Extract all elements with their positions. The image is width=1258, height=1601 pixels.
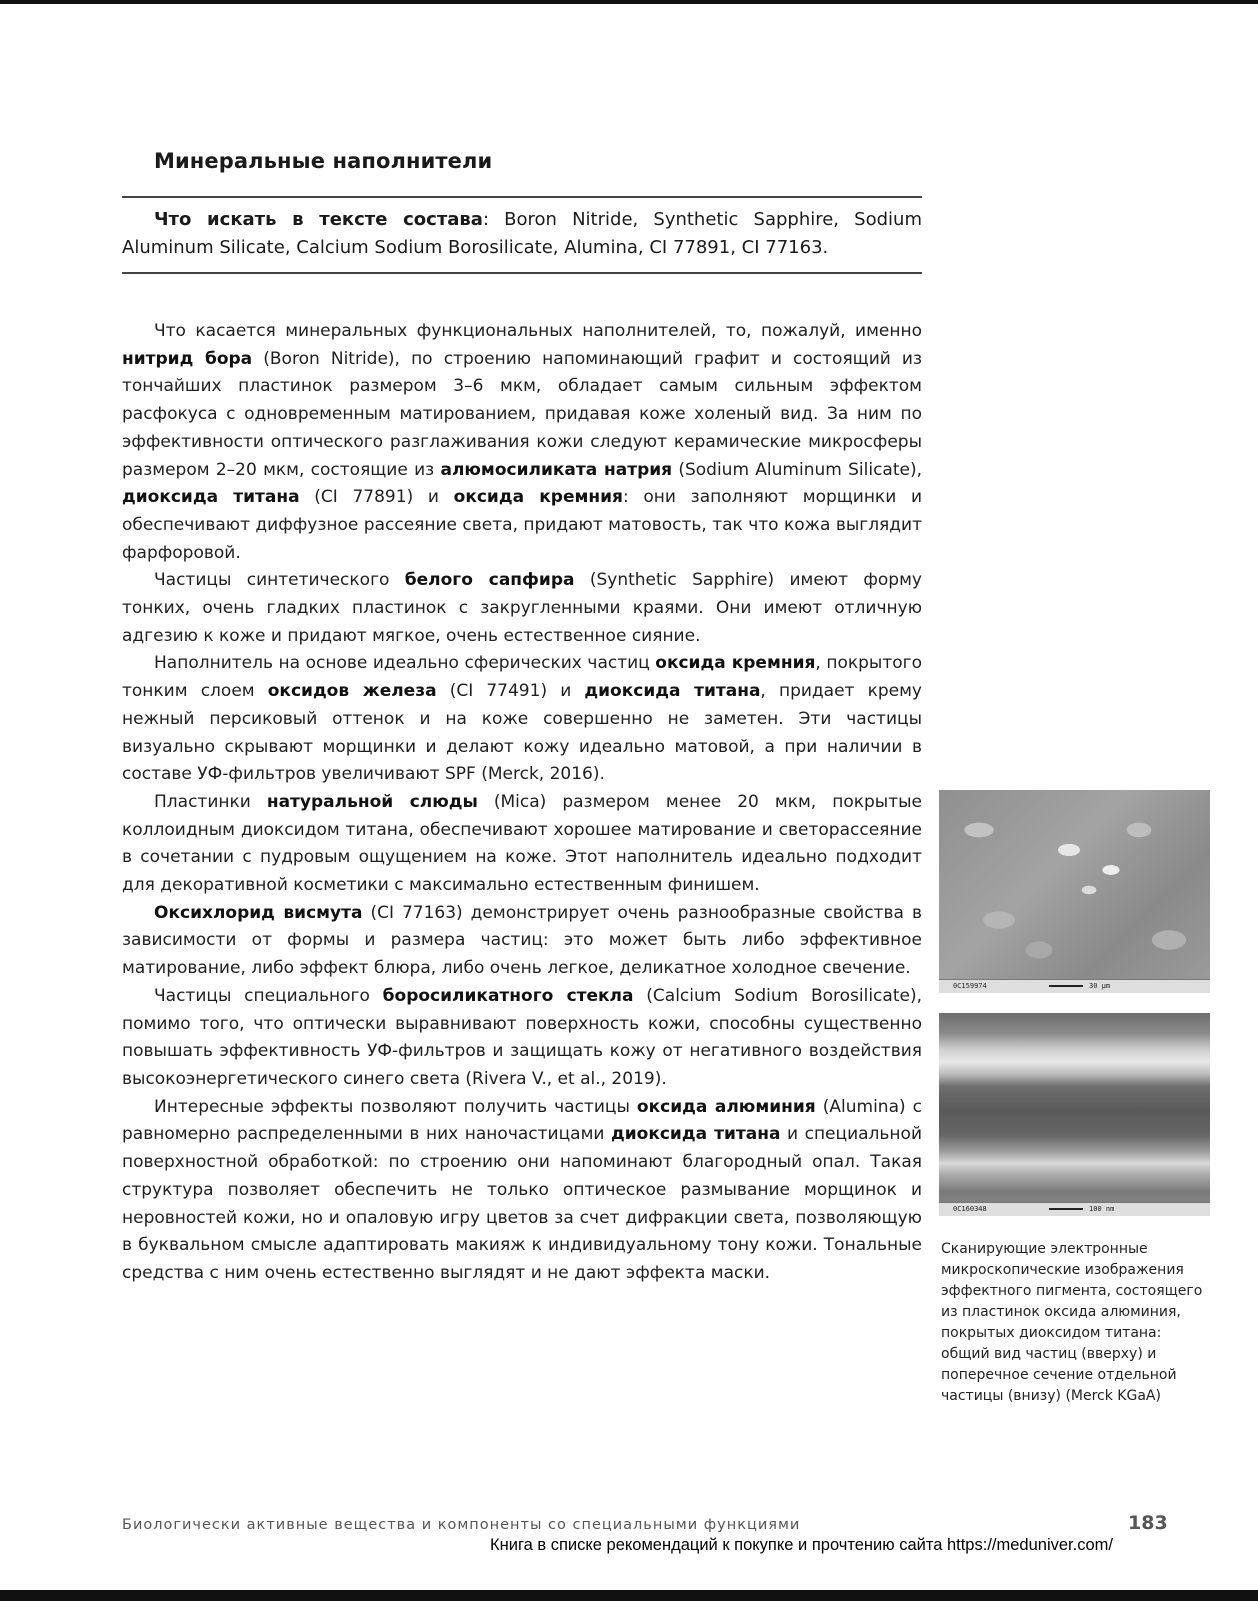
text-run: : они заполняют морщинки и обеспечивают диффузное рассеяние света, придают матовость, так что кожа выглядит фарфоровой.: [122, 487, 922, 563]
body-text: [122, 318, 922, 1288]
bold-term: оксида кремния: [453, 487, 623, 508]
paragraph-bismuth: [122, 900, 922, 983]
sem-info-strip: [939, 979, 1210, 993]
scale-bar: [1049, 1208, 1083, 1210]
paragraph-mica: [122, 789, 922, 900]
top-border: [0, 0, 1258, 4]
text-run: и специальной поверхностной обработкой: по строению они напоминают благородный опал. Такая структура позволяет обеспечить не только оптическое размывание морщинок и неровностей кожи, но и опаловую игру цветов за счет дифракции света, позволяющую в буквальном смысле адаптировать макияж к индивидуальному тону кожи. Тональные средства с ним очень естественно выглядят и не дают эффекта маски.: [122, 1124, 923, 1283]
text-run: Частицы специального: [154, 985, 383, 1006]
bold-term: оксидов железа: [267, 681, 437, 702]
text-run: (Alumina) с равномерно распределенными в них наночастицами: [122, 1096, 923, 1145]
bold-term: нитрид бора: [122, 348, 253, 369]
running-footer: Биологически активные вещества и компоненты со специальными функциями: [122, 1517, 801, 1533]
look-for-label: Что искать в тексте состава: [154, 209, 483, 230]
text-run: (Boron Nitride), по строению напоминающий графит и состоящий из тончайших пластинок размером 3–6 мкм, обладает самым сильным эффектом расфокуса с одновременным матированием, придавая коже холеный вид. За ним по эффективности оптического разглаживания кожи следуют керамические микросферы размером 2–20 мкм, состоящие из: [122, 348, 922, 480]
text-run: (Sodium Aluminum Silicate),: [672, 459, 922, 480]
look-for-box: [122, 206, 922, 262]
watermark-text: Книга в списке рекомендаций к покупке и прочтению сайта https://meduniver.com/: [490, 1536, 1113, 1554]
figure-caption: Сканирующие электронные микроскопические изображения эффектного пигмента, состоящего из пластинок оксида алюминия, покрытых диоксидом титана: общий вид частиц (вверху) и поперечное сечение отдельной частицы (внизу) (Merck KGaA): [941, 1241, 1203, 1404]
text-run: (CI 77491) и: [436, 681, 585, 702]
text-run: (Synthetic Sapphire) имеют форму тонких, очень гладких пластинок с закругленными краями. Они имеют отличную адгезию к коже и придают мягкое, очень естественное сияние.: [122, 570, 922, 646]
paragraph-silica: [122, 650, 922, 789]
text-run: , покрытого тонким слоем: [122, 653, 922, 702]
sem-image-top: [939, 790, 1210, 993]
paragraph-boron-nitride: [122, 318, 922, 567]
bold-term: алюмосиликата натрия: [440, 459, 673, 480]
text-run: (Calcium Sodium Borosilicate), помимо того, что оптически выравнивают поверхность кожи, способны существенно повышать эффективность УФ-фильтров и защищать кожу от негативного воздействия высокоэнергетического синего света (Rivera V., et al., 2019).: [122, 985, 922, 1089]
bold-term: диоксида титана: [122, 487, 300, 508]
text-run: Что касается минеральных функциональных наполнителей, то, пожалуй, именно: [154, 321, 922, 341]
text-run: (CI 77891) и: [299, 487, 454, 508]
scale-bar: [1049, 985, 1083, 987]
section-title: Минеральные наполнители: [154, 149, 493, 173]
text-run: (Mica) размером менее 20 мкм, покрытые коллоидным диоксидом титана, обеспечивают хорошее матирование и светорассеяние в сочетании с пудровым ощущением на коже. Этот наполнитель идеально подходит для декоративной косметики с максимально естественным финишем.: [122, 791, 923, 896]
text-run: Интересные эффекты позволяют получить частицы: [154, 1096, 637, 1117]
text-run: Частицы синтетического: [154, 570, 405, 591]
paragraph-sapphire: [122, 567, 922, 650]
bold-term: Оксихлорид висмута: [154, 902, 363, 923]
bold-term: оксида алюминия: [636, 1096, 816, 1117]
bold-term: диоксида титана: [584, 681, 761, 702]
paragraph-borosilicate: [122, 983, 922, 1094]
sem-image-bottom: [939, 1013, 1210, 1216]
bold-term: белого сапфира: [404, 570, 575, 591]
paragraph-alumina: [122, 1094, 922, 1288]
sem-image-id: 0C159974: [953, 982, 987, 990]
text-run: (CI 77163) демонстрирует очень разнообразные свойства в зависимости от формы и размера частиц: это может быть либо эффективное матирование, либо эффект блюра, либо очень легкое, деликатное холодное свечение.: [122, 902, 922, 979]
text-run: Наполнитель на основе идеально сферических частиц: [154, 653, 656, 674]
bottom-border: [0, 1590, 1258, 1601]
sem-info-strip: [939, 1202, 1210, 1216]
sem-scale-label: 30 µm: [1089, 982, 1111, 990]
bold-term: натуральной слюды: [266, 791, 478, 812]
look-for-ingredients: : Boron Nitride, Synthetic Sapphire, Sodium Aluminum Silicate, Calcium Sodium Borosilicate, Alumina, CI 77891, CI 77163.: [122, 209, 922, 258]
sem-image-id: 0C160348: [953, 1205, 987, 1213]
bold-term: диоксида титана: [611, 1124, 781, 1145]
page-number: 183: [1128, 1512, 1168, 1534]
rule-bottom: [122, 272, 922, 274]
bold-term: боросиликатного стекла: [382, 985, 634, 1006]
sem-scale-label: 100 nm: [1089, 1205, 1115, 1213]
bold-term: оксида кремния: [655, 653, 816, 674]
text-run: , придает крему нежный персиковый оттенок и на коже совершенно не заметен. Эти частицы визуально скрывают морщинки и делают кожу идеально матовой, а при наличии в составе УФ-фильтров увеличивают SPF (Merck, 2016).: [122, 681, 922, 785]
text-run: Пластинки: [154, 791, 267, 812]
rule-top: [122, 196, 922, 198]
